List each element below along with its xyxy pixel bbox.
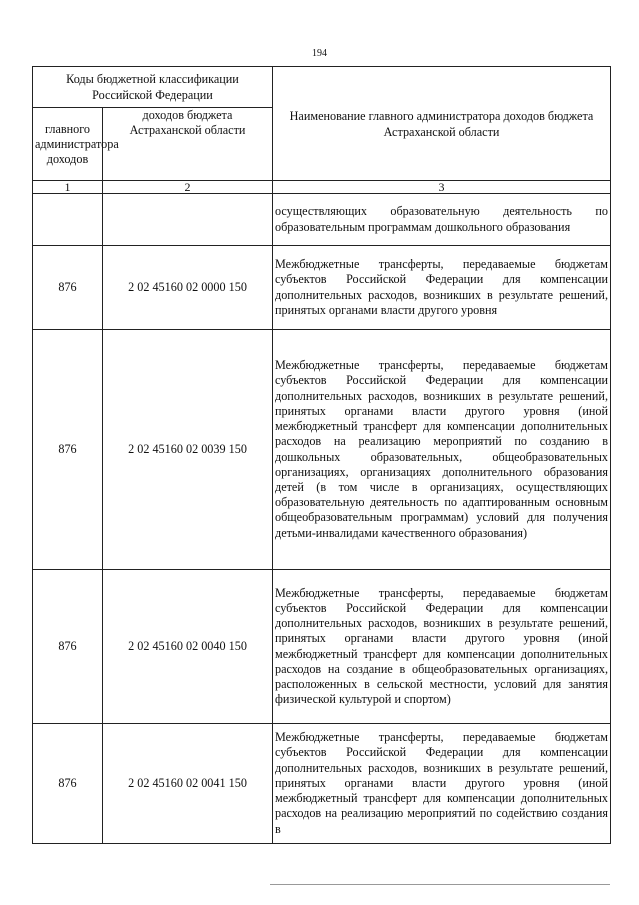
revenue-code-cell xyxy=(103,194,273,246)
table-header-row xyxy=(33,67,611,108)
budget-classification-table xyxy=(32,66,611,844)
column-number: 1 xyxy=(33,181,103,194)
admin-code-cell: 876 xyxy=(33,330,103,570)
table-row xyxy=(33,330,611,570)
column-number-row xyxy=(33,181,611,194)
table-row xyxy=(33,246,611,330)
table-row xyxy=(33,724,611,844)
scan-edge-line xyxy=(270,884,610,885)
page-number: 194 xyxy=(312,48,327,59)
admin-code-cell: 876 xyxy=(33,246,103,330)
column-number: 2 xyxy=(103,181,273,194)
description-text: Межбюджетные трансферты, передаваемые бюджетам субъектов Российской Федерации для компенсации дополнительных расходов, возникших в результате решений, принятых органами власти другого уровня (иной межбюджетный трансферт для компенсации дополнительных расходов на создание в общеобразовательных организациях, расположенных в сельской местности, условий для занятия физической культурой и спортом) xyxy=(275,585,608,707)
column-number: 3 xyxy=(273,181,611,194)
admin-code-cell xyxy=(33,194,103,246)
revenue-code-cell: 2 02 45160 02 0040 150 xyxy=(103,570,273,724)
header-name-column: Наименование главного администратора доходов бюджета Астраханской области xyxy=(273,67,611,181)
admin-code-cell: 876 xyxy=(33,570,103,724)
table-row xyxy=(33,570,611,724)
description-cell xyxy=(273,194,611,246)
revenue-code-cell: 2 02 45160 02 0000 150 xyxy=(103,246,273,330)
description-cell xyxy=(273,330,611,570)
description-text: Межбюджетные трансферты, передаваемые бюджетам субъектов Российской Федерации для компенсации дополнительных расходов, возникших в результате решений, принятых органами власти другого уровня xyxy=(275,257,608,317)
description-cell xyxy=(273,570,611,724)
revenue-code-cell: 2 02 45160 02 0039 150 xyxy=(103,330,273,570)
table-row xyxy=(33,194,611,246)
description-text: Межбюджетные трансферты, передаваемые бюджетам субъектов Российской Федерации для компенсации дополнительных расходов, возникших в результате решений, принятых органами власти другого уровня (иной межбюджетный трансферт для компенсации дополнительных расходов на реализацию мероприятий по созданию в дошкольных образовательных, общеобразовательных организациях, организациях дополнительного образования детей (в том числе в организациях, осуществляющих образовательную деятельность по адаптированным основным общеобразовательным программам) условий для получения детьми-инвалидами качественного образования) xyxy=(275,358,608,540)
header-revenue-column: доходов бюджета Астраханской области xyxy=(103,108,273,181)
description-cell xyxy=(273,246,611,330)
header-group-title: Коды бюджетной классификации Российской Федерации xyxy=(33,67,273,108)
revenue-code-cell: 2 02 45160 02 0041 150 xyxy=(103,724,273,844)
header-admin-column: главного администратора доходов xyxy=(33,108,103,181)
description-text: Межбюджетные трансферты, передаваемые бюджетам субъектов Российской Федерации для компенсации дополнительных расходов, возникших в результате решений, принятых органами власти другого уровня (иной межбюджетный трансферт для компенсации дополнительных расходов на реализацию мероприятий по содействию создания в xyxy=(275,730,608,836)
admin-code-cell: 876 xyxy=(33,724,103,844)
description-cell xyxy=(273,724,611,844)
description-text: осуществляющих образовательную деятельность по образовательным программам дошкольного образования xyxy=(275,204,608,234)
